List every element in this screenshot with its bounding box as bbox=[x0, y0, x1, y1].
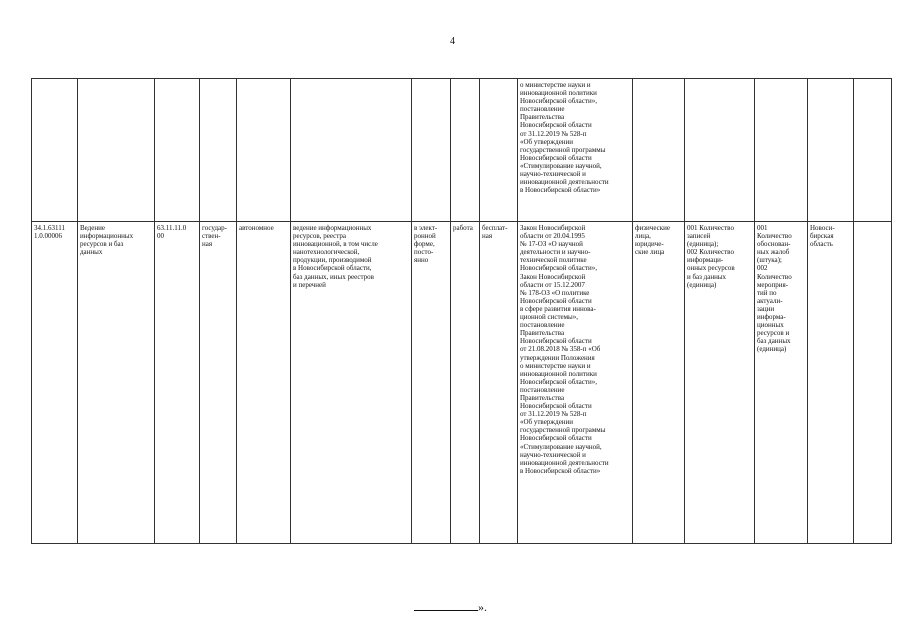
cell-extra bbox=[854, 222, 892, 544]
cell-quality-indicators bbox=[755, 222, 808, 544]
cell-form bbox=[412, 222, 451, 544]
cell-registry-code bbox=[32, 222, 78, 544]
cell-volume-indicators bbox=[685, 222, 755, 544]
cell-quality-indicators bbox=[755, 79, 808, 222]
closing-quote: ». bbox=[478, 600, 487, 614]
region-text: Новоси- бирская область bbox=[810, 224, 835, 249]
cell-okved bbox=[155, 79, 200, 222]
work-name-text: Ведение информационных ресурсов и баз данных bbox=[80, 224, 134, 257]
cell-content bbox=[291, 79, 412, 222]
cell-legal-basis bbox=[518, 79, 633, 222]
quality-indicators-text: 001 Количество обоснован- ных жалоб (штука); 002 Количество мероприя- тий по актуали- зации информа- ционных ресурсов и баз данных (единица) bbox=[757, 224, 792, 354]
registry-code-text: 34.1.63111 1.0.00006 bbox=[34, 224, 65, 241]
cell-institution-type bbox=[200, 79, 237, 222]
type-text: работа bbox=[453, 224, 473, 232]
institution-type-text: государ- ствен- ная bbox=[202, 224, 227, 249]
cell-volume-indicators bbox=[685, 79, 755, 222]
institution-kind-text: автономное bbox=[239, 224, 274, 232]
cell-institution-kind bbox=[237, 79, 291, 222]
cell-payment bbox=[480, 79, 518, 222]
cell-consumers bbox=[633, 222, 685, 544]
registry-table bbox=[31, 78, 892, 544]
content-text: ведение информационных ресурсов, реестра инновационной, в том числе нанотехнологической, продукции, производимой в Новосибирской области, баз данных, иных реестров и перечней bbox=[293, 224, 378, 289]
table-row-main bbox=[32, 222, 892, 544]
cell-institution-type bbox=[200, 222, 237, 544]
cell-payment bbox=[480, 222, 518, 544]
cell-content bbox=[291, 222, 412, 544]
table-row-continuation bbox=[32, 79, 892, 222]
legal-basis-text: Закон Новосибирской области от 20.04.1995 № 17-ОЗ «О научной деятельности и научно- технической политике Новосибирской области», Закон Новосибирской области от 15.12.2007 № 178-ОЗ «О политике Новосибирской области в сфере развития иннова- ционной системы», постановление Правительства Новосибирской области от 21.08.2018 № 358-п «Об утверждении Положения о министерстве науки и инновационной политики Новосибирской области», постановление Правительства Новосибирской области от 31.12.2019 № 528-п «Об утверждении государственной программы Новосибирской области «Стимулирование научной, научно-технической и инновационной деятельности в Новосибирской области» bbox=[520, 224, 609, 475]
consumers-text: физические лица, юридиче- ские лица bbox=[635, 224, 670, 257]
cell-region bbox=[808, 222, 854, 544]
legal-basis-text: о министерстве науки и инновационной политики Новосибирской области», постановление Правительства Новосибирской области от 31.12.2019 № 528-п «Об утверждении государственной программы Новосибирской области «Стимулирование научной, научно-технической и инновационной деятельности в Новосибирской области» bbox=[520, 81, 609, 195]
cell-institution-kind bbox=[237, 222, 291, 544]
page-number: 4 bbox=[450, 36, 455, 47]
cell-legal-basis bbox=[518, 222, 633, 544]
cell-registry-code bbox=[32, 79, 78, 222]
cell-region bbox=[808, 79, 854, 222]
cell-type bbox=[451, 79, 480, 222]
cell-extra bbox=[854, 79, 892, 222]
volume-indicators-text: 001 Количество записей (единица); 002 Количество информаци- онных ресурсов и баз данных (единица) bbox=[687, 224, 735, 289]
cell-type bbox=[451, 222, 480, 544]
closing-mark bbox=[414, 600, 487, 615]
cell-consumers bbox=[633, 79, 685, 222]
form-text: в элект- ронной форме, посто- янно bbox=[414, 224, 438, 265]
closing-underline bbox=[414, 600, 478, 611]
cell-okved bbox=[155, 222, 200, 544]
okved-text: 63.11.11.0 00 bbox=[157, 224, 187, 241]
payment-text: бесплат- ная bbox=[482, 224, 508, 241]
cell-work-name bbox=[78, 222, 155, 544]
cell-form bbox=[412, 79, 451, 222]
cell-work-name bbox=[78, 79, 155, 222]
